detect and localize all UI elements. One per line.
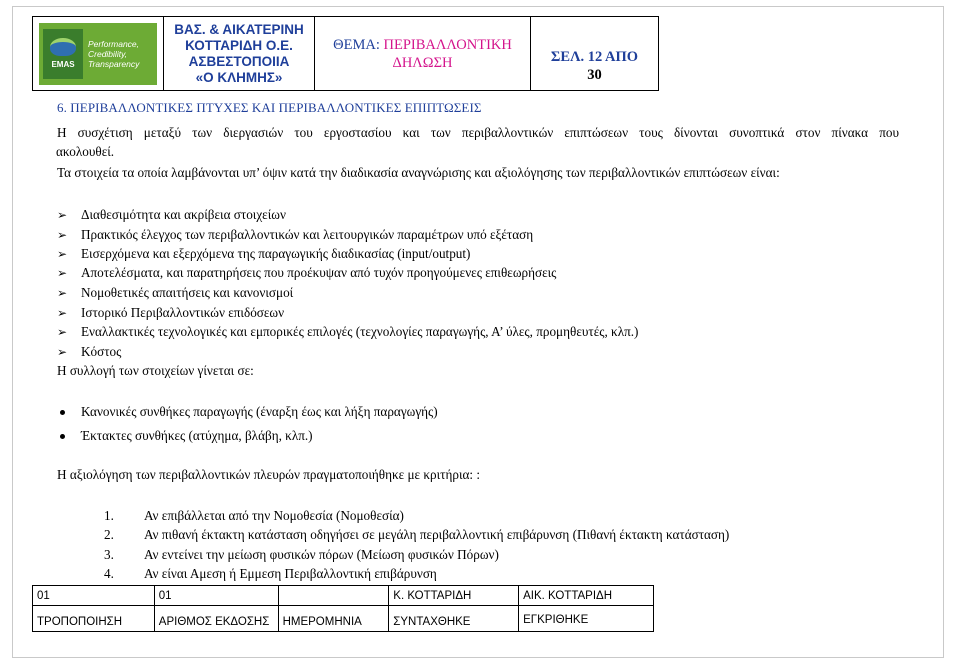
list-item: Κανονικές συνθήκες παραγωγής (έναρξη έως και λήξη παραγωγής)	[57, 404, 438, 420]
revision-label: ΤΡΟΠΟΠΟΙΗΣΗ	[33, 606, 155, 632]
arrow-bullet-icon: ➢	[57, 247, 68, 261]
list-item: Έκτακτες συνθήκες (ατύχημα, βλάβη, κλπ.)	[57, 428, 313, 444]
date-label: ΗΜΕΡΟΜΗΝΙΑ	[278, 606, 389, 632]
criteria-intro: Τα στοιχεία τα οποία λαμβάνονται υπ’ όψιν κατά την διαδικασία αναγνώρισης και αξιολόγησης των περιβαλλοντικών επιπτώσεων είναι:	[57, 165, 780, 180]
arrow-bullet-icon: ➢	[57, 266, 68, 280]
company-name: ΒΑΣ. & ΑΙΚΑΤΕΡΙΝΗ ΚΟΤΤΑΡΙΔΗ Ο.Ε. ΑΣΒΕΣΤΟΠΟΙΙΑ «Ο ΚΛΗΜΗΣ»	[174, 21, 304, 85]
section-title: 6. ΠΕΡΙΒΑΛΛΟΝΤΙΚΕΣ ΠΤΥΧΕΣ ΚΑΙ ΠΕΡΙΒΑΛΛΟΝΤΙΚΕΣ ΕΠΙΠΤΩΣΕΙΣ	[57, 100, 482, 115]
numbered-item: 4. Αν είναι Αμεση ή Εμμεση Περιβαλλοντική επιβάρυνση	[104, 566, 437, 581]
list-item: ➢ Νομοθετικές απαιτήσεις και κανονισμοί	[57, 285, 294, 300]
list-item: ➢ Διαθεσιμότητα και ακρίβεια στοιχείων	[57, 207, 286, 222]
list-item: ➢ Αποτελέσματα, και παρατηρήσεις που προέκυψαν από τυχόν προηγούμενες επιθεωρήσεις	[57, 265, 557, 280]
revision-value: 01	[33, 586, 155, 606]
dot-bullet-icon	[57, 404, 81, 420]
list-item: ➢ Εναλλακτικές τεχνολογικές και εμπορικές επιλογές (τεχνολογίες παραγωγής, Α’ ύλες, προμηθευτές, κλπ.)	[57, 324, 639, 339]
numbered-item: 3. Αν εντείνει την μείωση φυσικών πόρων (Μείωση φυσικών Πόρων)	[104, 547, 499, 562]
theme-cell	[315, 17, 531, 91]
company-cell	[164, 17, 315, 91]
version-value: 01	[154, 586, 278, 606]
prepared-by-value: Κ. ΚΟΤΤΑΡΙΔΗ	[389, 586, 519, 606]
list-item: ➢ Κόστος	[57, 344, 122, 359]
arrow-bullet-icon: ➢	[57, 325, 68, 339]
revision-values-row	[33, 586, 654, 606]
intro-paragraph-cont: ακολουθεί.	[56, 144, 115, 159]
page-number: ΣΕΛ. 12 ΑΠΟ 30	[550, 49, 639, 83]
logo-tagline: Performance, Credibility, Transparency	[88, 38, 140, 69]
prepared-by-label: ΣΥΝΤΑΧΘΗΚΕ	[389, 606, 519, 632]
document-theme: ΘΕΜΑ: ΠΕΡΙΒΑΛΛΟΝΤΙΚΗ ΔΗΛΩΣΗ	[333, 36, 512, 71]
list-item: ➢ Πρακτικός έλεγχος των περιβαλλοντικών και λειτουργικών παραμέτρων υπό εξέταση	[57, 227, 534, 242]
intro-paragraph: Η συσχέτιση μεταξύ των διεργασιών του εργοστασίου και των περιβαλλοντικών επιπτώσεων τους δίνονται συνοπτικά στον πίνακα που	[57, 125, 899, 140]
approved-by-label: ΕΓΚΡΙΘΗΚΕ	[519, 606, 654, 632]
emas-mark-icon: EMAS	[43, 29, 83, 79]
numbered-item: 1. Αν επιβάλλεται από την Νομοθεσία (Νομοθεσία)	[104, 508, 404, 523]
list-item: ➢ Ιστορικό Περιβαλλοντικών επιδόσεων	[57, 305, 285, 320]
approved-by-value: ΑΙΚ. ΚΟΤΤΑΡΙΔΗ	[519, 586, 654, 606]
revision-table	[32, 585, 654, 632]
arrow-bullet-icon: ➢	[57, 345, 68, 359]
arrow-bullet-icon: ➢	[57, 286, 68, 300]
collection-intro: Η συλλογή των στοιχείων γίνεται σε:	[57, 363, 254, 378]
list-item: ➢ Εισερχόμενα και εξερχόμενα της παραγωγικής διαδικασίας (input/output)	[57, 246, 471, 261]
logo-cell	[33, 17, 164, 91]
emas-logo	[39, 23, 157, 85]
dot-bullet-icon	[57, 428, 81, 444]
revision-labels-row	[33, 606, 654, 632]
arrow-bullet-icon: ➢	[57, 208, 68, 222]
arrow-bullet-icon: ➢	[57, 228, 68, 242]
version-label: ΑΡΙΘΜΟΣ ΕΚΔΟΣΗΣ	[154, 606, 278, 632]
date-value	[278, 586, 389, 606]
numbered-item: 2. Αν πιθανή έκτακτη κατάσταση οδηγήσει σε μεγάλη περιβαλλοντική επιβάρυνση (Πιθανή έκτακτη κατάσταση)	[104, 527, 730, 542]
assessment-intro: Η αξιολόγηση των περιβαλλοντικών πλευρών πραγματοποιήθηκε με κριτήρια: :	[57, 467, 481, 482]
header-table	[32, 16, 659, 91]
page-number-cell	[531, 17, 659, 91]
arrow-bullet-icon: ➢	[57, 306, 68, 320]
